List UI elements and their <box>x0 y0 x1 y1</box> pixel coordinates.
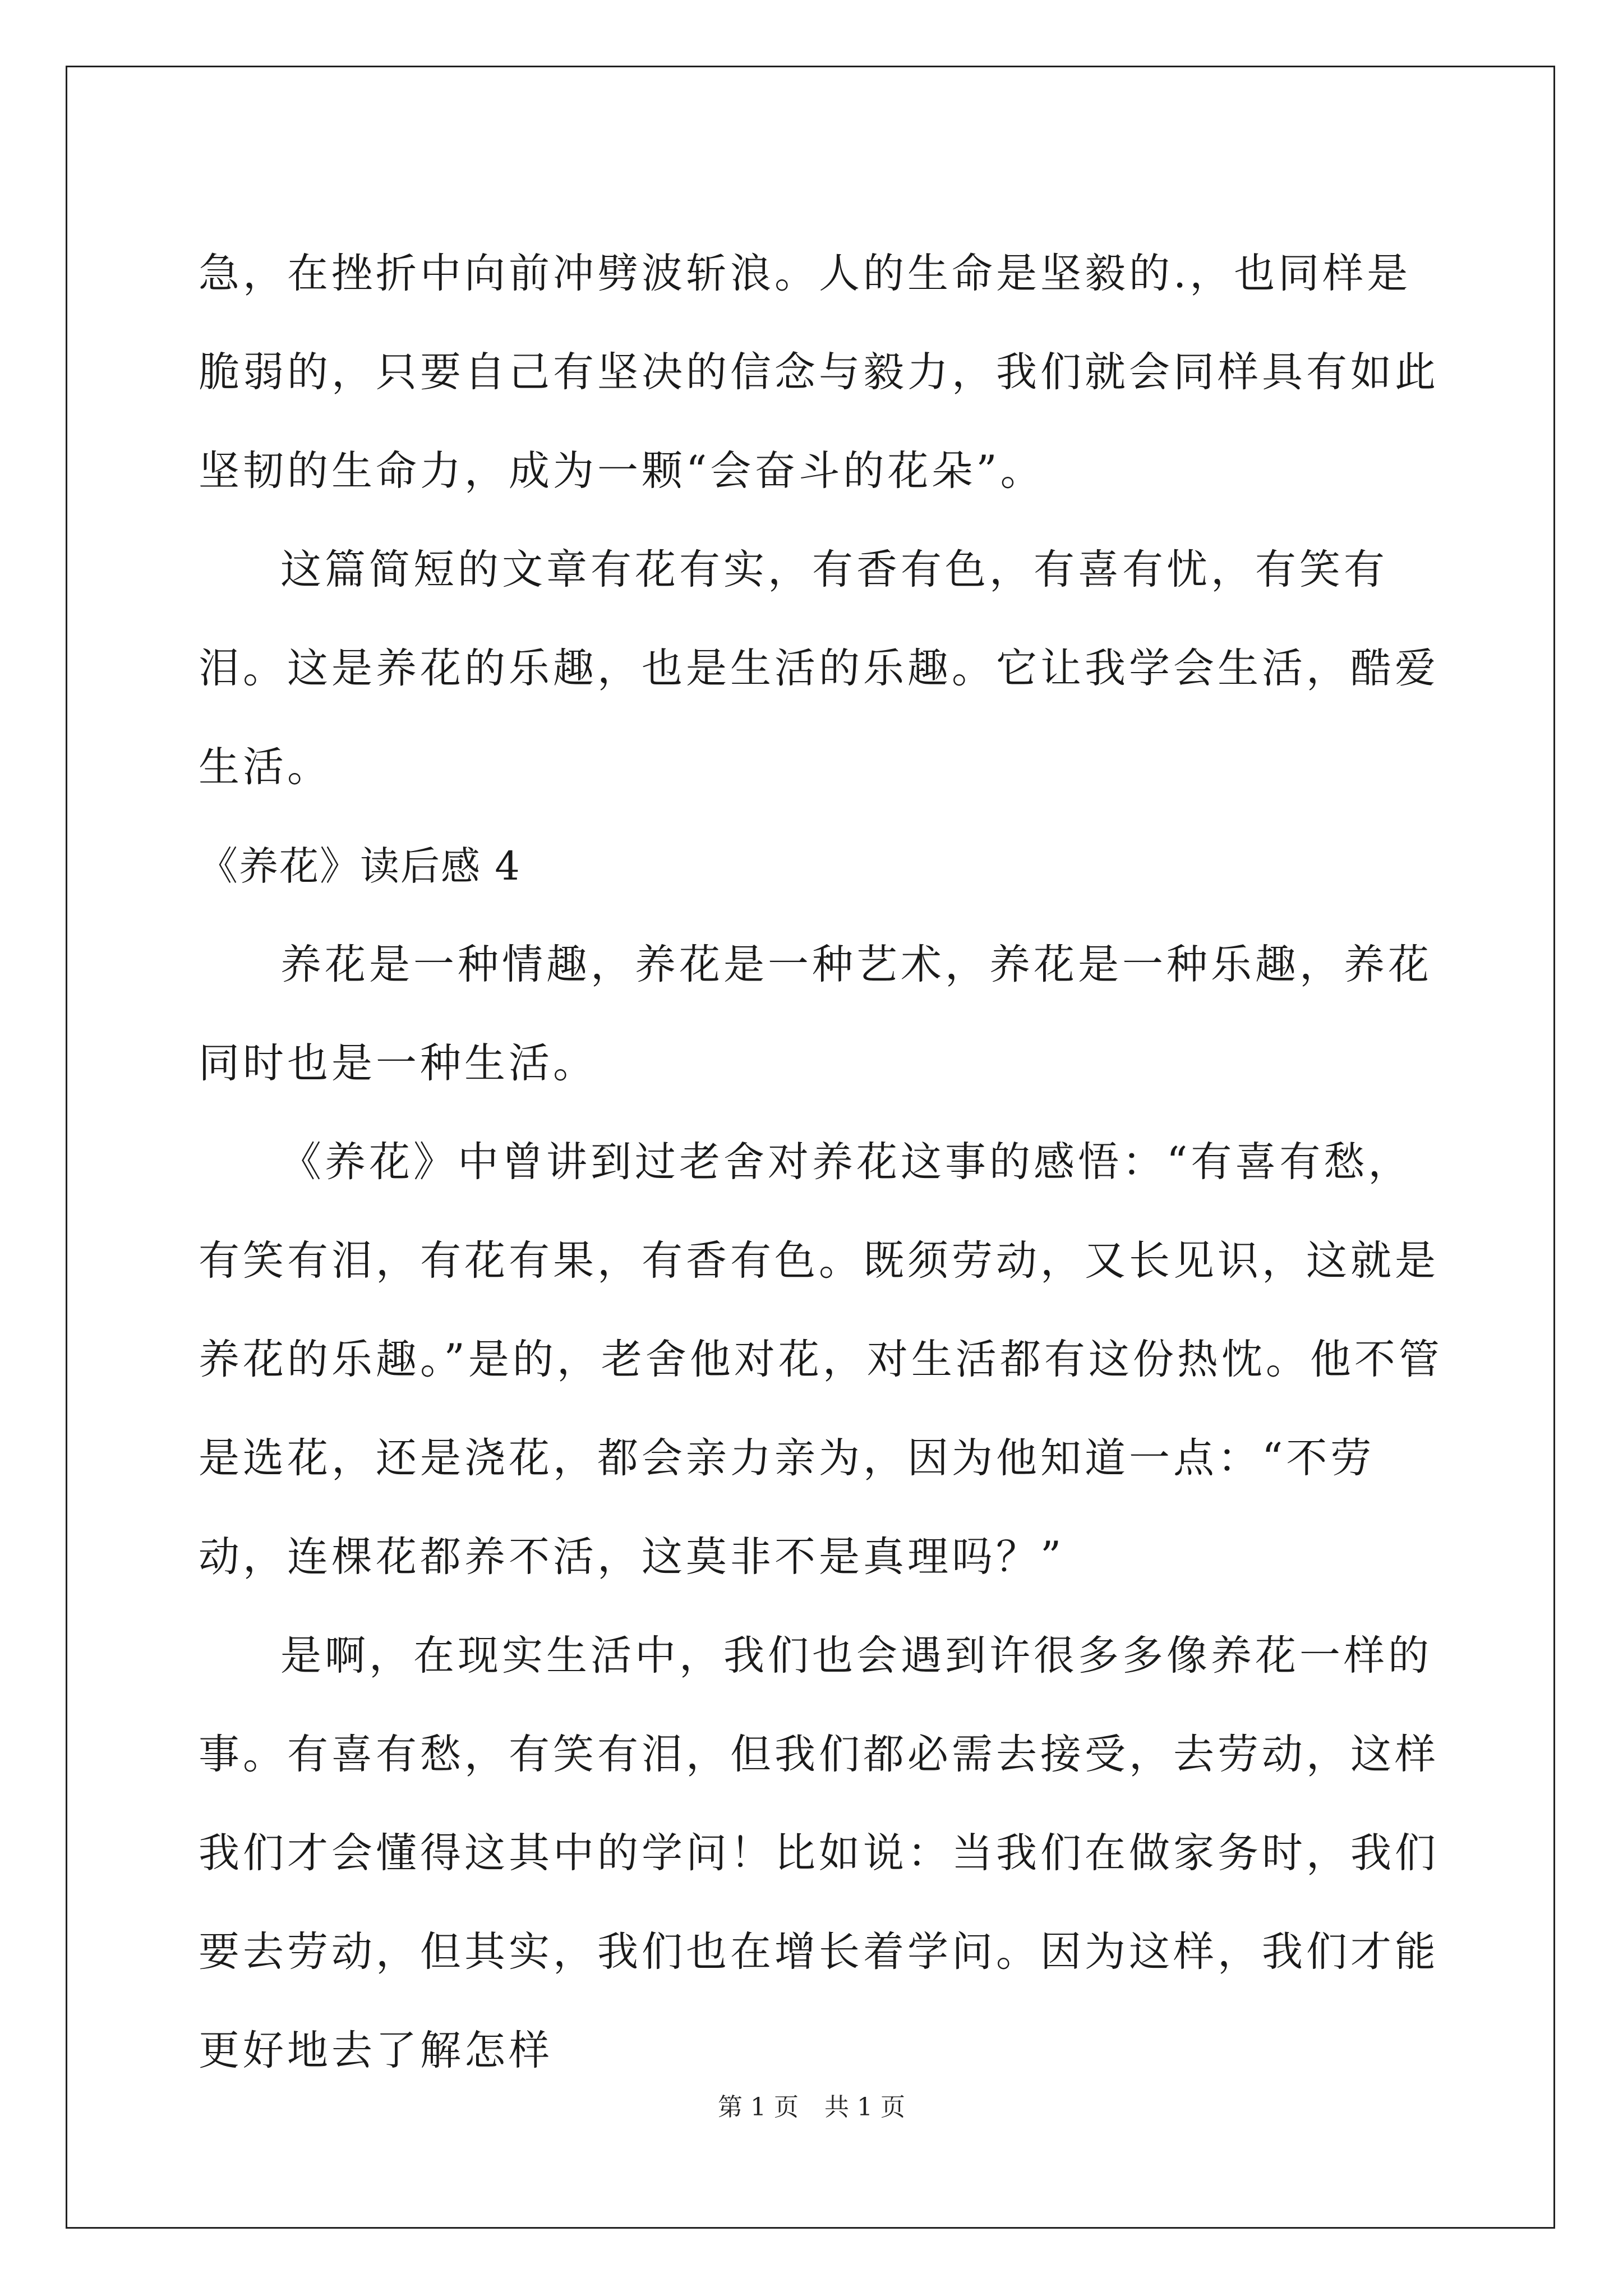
page-footer <box>0 2087 1623 2123</box>
page-total: 共 1 页 <box>824 2093 905 2122</box>
document-body <box>199 224 1444 2100</box>
paragraph-3: 养花是一种情趣，养花是一种艺术，养花是一种乐趣，养花同时也是一种生活。 <box>199 941 1432 1087</box>
paragraph-5: 是啊，在现实生活中，我们也会遇到许很多多像养花一样的事。有喜有愁，有笑有泪，但我们都必需去接受，去劳动，这样我们才会懂得这其中的学问！比如说：当我们在做家务时，我们要去劳动，但其实，我们也在增长着学问。因为这样，我们才能更好地去了解怎样 <box>199 1632 1439 2074</box>
paragraph-1: 急，在挫折中向前冲劈波斩浪。人的生命是坚毅的.，也同样是脆弱的，只要自己有坚决的信念与毅力，我们就会同样具有如此坚韧的生命力，成为一颗“会奋斗的花朵”。 <box>199 250 1439 495</box>
paragraph-4: 《养花》中曾讲到过老舍对养花这事的感悟：“有喜有愁，有笑有泪，有花有果，有香有色。既须劳动，又长见识，这就是养花的乐趣。”是的，老舍他对花，对生活都有这份热忱。他不管是选花，还是浇花，都会亲力亲为，因为他知道一点：“不劳动，连棵花都养不活，这莫非不是真理吗？” <box>199 1138 1443 1581</box>
page-number: 第 1 页 <box>718 2093 799 2122</box>
paragraph-2: 这篇简短的文章有花有实，有香有色，有喜有忧，有笑有泪。这是养花的乐趣，也是生活的乐趣。它让我学会生活，酷爱生活。 <box>199 546 1439 791</box>
section-heading: 《养花》读后感 4 <box>199 843 521 889</box>
